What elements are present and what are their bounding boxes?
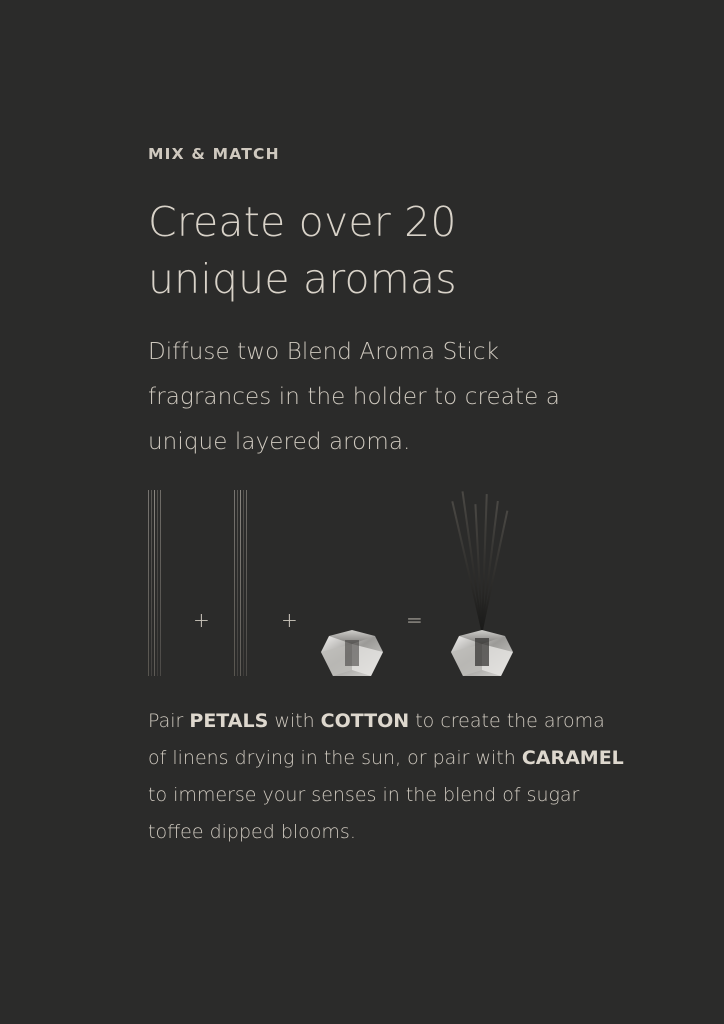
eyebrow-label: MIX & MATCH (148, 145, 280, 163)
diffuser-reeds-icon (447, 490, 517, 630)
fragrance-petals: PETALS (189, 710, 269, 732)
equals-operator: = (406, 608, 423, 632)
aroma-stick-bundle-two-icon (234, 490, 248, 676)
page-title: Create over 20 unique aromas (148, 198, 457, 303)
fragrance-cotton: COTTON (320, 710, 410, 732)
foot-text-3: to create the aroma of linens drying in the sun, or pair with (148, 710, 605, 769)
plus-operator-two: + (281, 608, 298, 632)
foot-text-4: to immerse your senses in the blend of sugar toffee dipped blooms. (148, 784, 580, 843)
plus-operator-one: + (193, 608, 210, 632)
foot-text-1: Pair (148, 710, 190, 732)
aroma-stick-bundle-one-icon (148, 490, 162, 676)
subheading-copy: Diffuse two Blend Aroma Stick fragrances in the holder to create a unique layered aroma. (148, 339, 560, 455)
glass-holder-icon (321, 626, 383, 676)
assembled-diffuser-icon (451, 626, 513, 676)
fragrance-caramel: CARAMEL (521, 747, 624, 769)
pairing-description (148, 703, 628, 851)
foot-text-2: with (268, 710, 321, 732)
mix-equation (148, 484, 578, 676)
